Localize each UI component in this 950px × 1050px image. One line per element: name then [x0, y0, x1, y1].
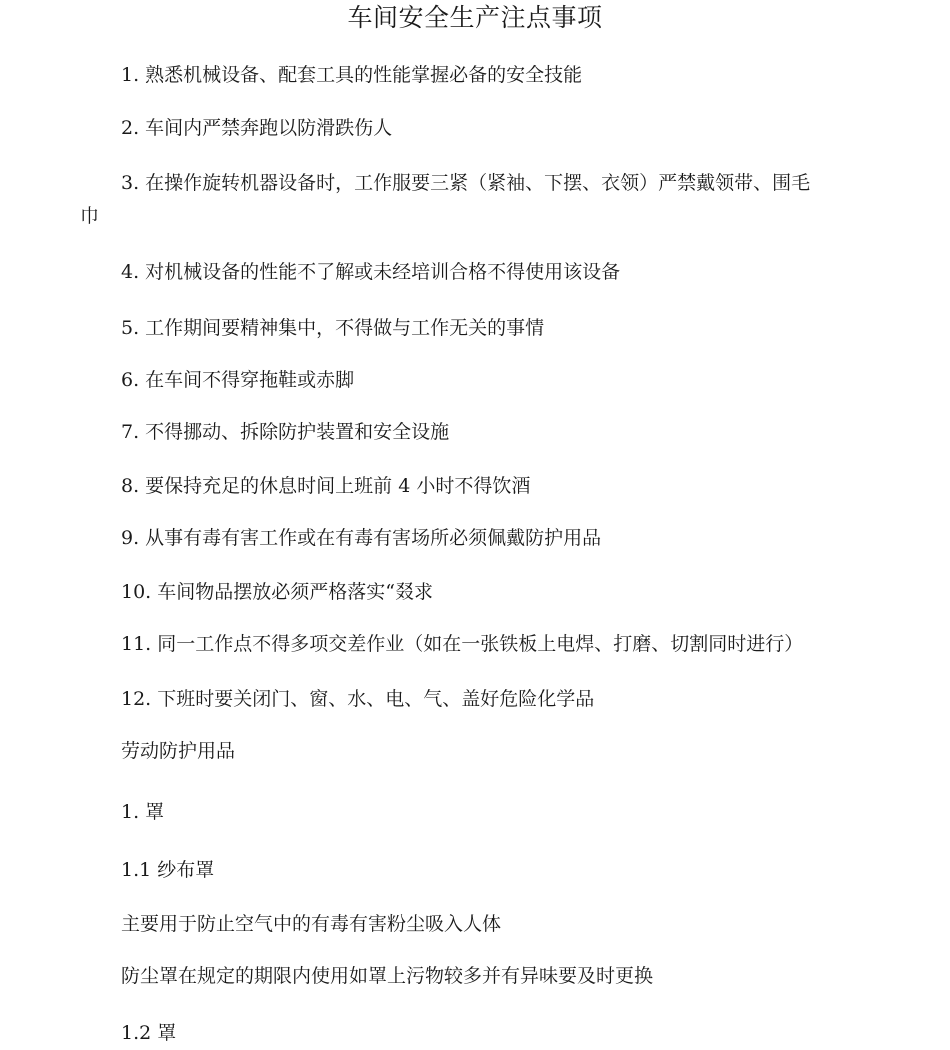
- ppe-item-1: 1. 罩: [121, 801, 165, 823]
- document-title: 车间安全生产注点事项: [347, 3, 603, 32]
- rule-3: 3. 在操作旋转机器设备时，工作服要三紧（紧袖、下摆、衣领）严禁戴领带、围毛: [121, 172, 811, 194]
- rule-12: 12. 下班时要关闭门、窗、水、电、气、盖好危险化学品: [121, 688, 595, 710]
- rule-7: 7. 不得挪动、拆除防护装置和安全设施: [121, 421, 450, 443]
- ppe-item-1-1-desc-1: 主要用于防止空气中的有毒有害粉尘吸入人体: [121, 913, 502, 935]
- rule-6: 6. 在车间不得穿拖鞋或赤脚: [121, 369, 355, 391]
- rule-10: 10. 车间物品摆放必须严格落实“叕求: [121, 581, 433, 603]
- rule-11: 11. 同一工作点不得多项交差作业（如在一张铁板上电焊、打磨、切割同时进行）: [121, 633, 804, 655]
- rule-4: 4. 对机械设备的性能不了解或未经培训合格不得使用该设备: [121, 261, 621, 283]
- rule-9: 9. 从事有毒有害工作或在有毒有害场所必须佩戴防护用品: [121, 527, 602, 549]
- rule-3-continuation: 巾: [80, 205, 100, 227]
- rule-5: 5. 工作期间要精神集中，不得做与工作无关的事情: [121, 317, 545, 339]
- rule-2: 2. 车间内严禁奔跑以防滑跌伤人: [121, 117, 393, 139]
- ppe-item-1-2: 1.2 罩: [121, 1022, 177, 1044]
- ppe-item-1-1: 1.1 纱布罩: [121, 859, 215, 881]
- rule-1: 1. 熟悉机械设备、配套工具的性能掌握必备的安全技能: [121, 64, 583, 86]
- ppe-heading: 劳动防护用品: [121, 740, 236, 762]
- rule-8: 8. 要保持充足的休息时间上班前 4 小时不得饮酒: [121, 475, 531, 497]
- ppe-item-1-1-desc-2: 防尘罩在规定的期限内使用如罩上污物较多并有异味要及时更换: [121, 965, 654, 987]
